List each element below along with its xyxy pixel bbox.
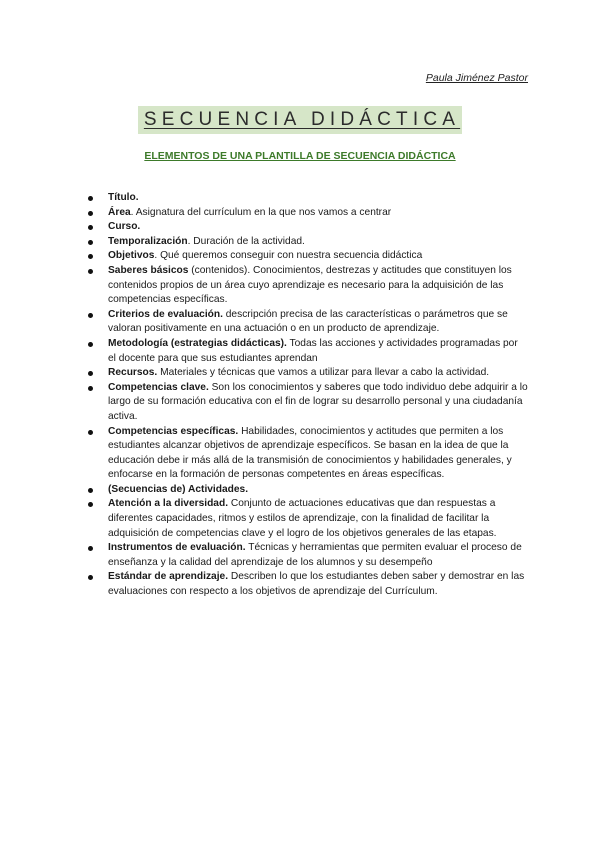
list-item xyxy=(88,497,528,541)
item-description: Describen lo que los estudiantes deben saber y demostrar en las evaluaciones con respecto a los objetivos de aprendizaje del Currículum. xyxy=(108,571,525,598)
bullet-icon xyxy=(88,196,93,201)
bullet-icon xyxy=(88,225,93,230)
item-description: (contenidos). Conocimientos, destrezas y actitudes que constituyen los contenidos propios de un área cuyo aprendizaje es necesario para la adquisición de las competencias específicas. xyxy=(108,264,512,306)
list-item xyxy=(88,235,528,250)
bullet-icon xyxy=(88,502,93,507)
bullet-icon xyxy=(88,240,93,245)
item-description: . Duración de la actividad. xyxy=(187,235,305,247)
list-item xyxy=(88,425,528,483)
item-term: Título. xyxy=(108,192,139,203)
bullet-icon xyxy=(88,269,93,274)
bullet-icon xyxy=(88,371,93,376)
bullet-icon xyxy=(88,386,93,391)
item-description: Conjunto de actuaciones educativas que dan respuestas a diferentes capacidades, ritmos y estilos de aprendizaje, con la finalidad de facilitar la adquisición de competencias clave y el logro de los objetivos generales de las etapas. xyxy=(108,498,497,539)
item-term: Competencias específicas. xyxy=(108,425,239,437)
bullet-icon xyxy=(88,546,93,551)
bullet-icon xyxy=(88,313,93,318)
item-term: Objetivos xyxy=(108,250,155,262)
item-term: Saberes básicos xyxy=(108,264,189,276)
bullet-icon xyxy=(88,211,93,216)
list-item xyxy=(88,541,528,570)
list-item xyxy=(88,366,528,381)
item-description: Todas las acciones y actividades programadas por el docente para que sus estudiantes aprendan xyxy=(108,337,518,364)
bullet-icon xyxy=(88,488,93,493)
item-description: Técnicas y herramientas que permiten evaluar el proceso de enseñanza y la calidad del aprendizaje de los alumnos y su desempeño xyxy=(108,542,522,568)
item-description: Son los conocimientos y saberes que todo individuo debe adquirir a lo largo de su formación educativa con el fin de lograr su desarrollo personal y una ciudadanía activa. xyxy=(108,381,528,422)
item-description: descripción precisa de las características o parámetros que se valoran positivamente en una actuación o en un producto de aprendizaje. xyxy=(108,308,508,335)
list-item xyxy=(88,206,528,221)
page-title: SECUENCIA DIDÁCTICA xyxy=(138,106,462,134)
list-item xyxy=(88,220,528,235)
item-term: Metodología (estrategias didácticas). xyxy=(108,337,287,349)
item-term: Criterios de evaluación. xyxy=(108,308,223,320)
bullet-icon xyxy=(88,342,93,347)
item-description: Materiales y técnicas que vamos a utilizar para llevar a cabo la actividad. xyxy=(157,367,490,379)
item-term: Estándar de aprendizaje. xyxy=(108,571,229,583)
bullet-icon xyxy=(88,430,93,435)
author-name: Paula Jiménez Pastor xyxy=(425,72,528,84)
page-subtitle: ELEMENTOS DE UNA PLANTILLA DE SECUENCIA DIDÁCTICA xyxy=(144,150,456,162)
list-item xyxy=(88,483,528,498)
item-term: Curso. xyxy=(108,221,141,233)
list-item xyxy=(88,570,528,599)
list-item xyxy=(88,308,528,337)
bullet-icon xyxy=(88,254,93,259)
item-description: . Qué queremos conseguir con nuestra secuencia didáctica xyxy=(154,250,423,262)
item-term: Recursos. xyxy=(108,367,158,379)
item-term: Competencias clave. xyxy=(108,381,209,393)
item-term: (Secuencias de) Actividades. xyxy=(108,483,249,495)
item-description: . Asignatura del currículum en la que nos vamos a centrar xyxy=(130,206,392,218)
list-item xyxy=(88,249,528,264)
item-term: Atención a la diversidad. xyxy=(108,498,229,510)
list-item xyxy=(88,191,528,206)
title-container xyxy=(0,106,600,134)
bullet-icon xyxy=(88,575,93,580)
list-item xyxy=(88,381,528,425)
list-item xyxy=(88,337,528,366)
item-description: Habilidades, conocimientos y actitudes que permiten a los estudiantes alcanzar objetivos de aprendizaje específicos. Se basan en la idea de que la educación debe ir más allá de la transmisión de conocimientos y habilidades generales, y enfocarse en la formación de personas competentes en áreas específicas. xyxy=(108,425,512,481)
elements-list xyxy=(88,191,528,600)
item-term: Instrumentos de evaluación. xyxy=(108,542,246,554)
list-item xyxy=(88,264,528,308)
item-term: Área xyxy=(108,206,131,218)
item-term: Temporalización xyxy=(108,235,188,247)
